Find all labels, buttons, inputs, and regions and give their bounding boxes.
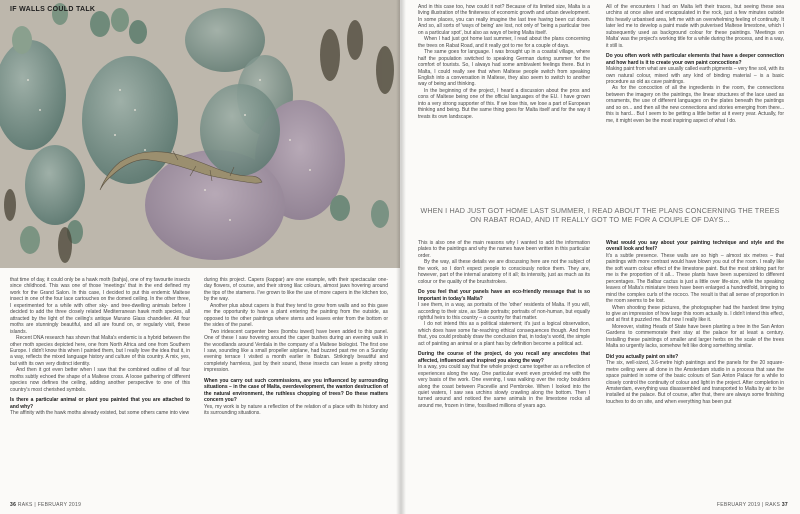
paragraph: Another plus about capers is that they tend to grow from walls and so this gave me the opportunity to have a plant entering the painting from the outside, as opposed to the other paintings where stems and leaves enter from the bottom or the sides of the panel. <box>204 302 388 329</box>
interview-question: Is there a particular animal or plant you painted that you are attached to and why? <box>10 397 190 410</box>
paragraph: This is also one of the main reasons why I wanted to add the information plates to the paintings and why the names have been written in this particular order. <box>418 240 590 259</box>
interview-question: When you carry out such commissions, are you influenced by surrounding situations – in the case of Malta, overdevelopment, the wanton destruction of the natural environment, the ruthless chopping of trees? Do these matters concern you? <box>204 377 388 404</box>
magazine-name: RAKS <box>765 502 781 508</box>
page-number: 37 <box>781 502 788 508</box>
interview-answer: It's a subtle presence. These walls are so high – almost six metres – that paintings with more contrast would have blown you out of the room. I really like the soft warm colour effect of the limestone paint. But the most striking part for me is the proportion of it all... These plants have been supersized to different percentages. The Balbar cactus is just a little over life-size, while the speaking leaves of Malta's miniature trees have been enlarged a hundredfold, bringing to mind the complex curls of the rococo. The result is that all sense of proportion in the room seems to be lost. <box>606 252 784 305</box>
paragraph: As for the concoction of all the ingredients in the room, the connections between the imagery on the paintings, the linear structures of the lace used as ornaments, the use of different languages on the plates beneath the paintings and so on... and then all the new connections and stories emerging from there... this is hard... But I seem to be getting a little better at it every year. Actually, for me, it might even be the most inspiring aspect of what I do. <box>606 85 784 124</box>
article-column-3-top <box>418 4 590 200</box>
interview-question: During the course of the project, do you recall any anecdotes that affected, influenced and inspired you along the way? <box>418 351 590 364</box>
paragraph: By the way, all these details we are discussing here are not the subject of the work, so I don't expect people to consciously notice them. They are, however, part of the internal anatomy of it all; its intensity, just as much as its colour or the quality of the brushstrokes. <box>418 259 590 285</box>
interview-answer: In a way, you could say that the whole project came together as a reflection of experiences along the way. One particular event even provided me with the very basis of the work. One evening, I was walking over the rocky boulders along the coast between Paceville and Pembroke. When I looked into the quiet waters, I saw sea urchins slowly crawling along the bottom. Then I turned around and noticed the same animals in the limestone rocks all around me, frozen in time, fossilised millions of years ago. <box>418 364 590 409</box>
paragraph: I do not intend this as a political statement; it's just a logical observation, which does have some far-reaching ethical consequences though. And from that, you could probably draw the conclusion that, in today's world, the simple act of painting an animal or a plant has by definition become a political act. <box>418 321 590 347</box>
right-page <box>400 0 800 514</box>
issue-date: FEBRUARY 2019 <box>37 502 82 508</box>
paragraph: during this project. Capers (kappar) are one example, with their spectacular one-day flowers, of course, and their strong lilac colours, almost jaws hovering around the tips of the stamens. I've grown to like the use of more capers in the kitchen too, by the way. <box>204 277 388 303</box>
interview-question: Did you actually paint on site? <box>606 353 679 360</box>
interview-answer: Making paint from what are usually called earth pigments – very fine soil, with its own natural colour, mixed with any kind of binding material – is a basic procedure as old as cave paintings. <box>606 66 784 85</box>
interview-answer: The six, well-sized, 3.6-metre high paintings and the panels for the 20 square-metre ceiling were all done in the Amsterdam studio in a process that saw the space painted in some of the basic colours of San Anton Palace for a while to closely control the continuity of colour and light in the project. After completion in Amsterdam, everything was disassembled and transported to Malta by air to be installed at the palace. But of course, after that, there are always some finishing touches to do on site, and when everything has been put <box>606 360 784 405</box>
section-label: IF WALLS COULD TALK <box>10 6 96 13</box>
article-column-1 <box>10 277 190 505</box>
article-column-4-bottom <box>606 240 784 504</box>
page-footer-left: 36 RAKS | FEBRUARY 2019 <box>10 502 82 508</box>
paragraph: When I had just got home last summer, I read about the plans concerning the trees on Rabat Road, and it really got to me for a couple of days. <box>418 36 590 49</box>
paragraph: All of the encounters I had on Malta left their traces, but seeing these sea urchins at once alive and encapsulated in the rock, just a few minutes outside this heavily urbanised area, left me with an overwhelming feeling of continuity. It later led me to develop a paint made with pulverised Maltese limestone, which I subsequently used as background colour for these paintings. 'Meetings on Malta' was the project's working title for a while during the process, and in a way, it still is. <box>606 4 784 49</box>
interview-answer: I see them, in a way, as portraits of the 'other' residents of Malta. If you will, according to their size, as State portraits; portraits of non-human, but equally rightful heirs to this country – a country for that matter. <box>418 302 590 321</box>
pull-quote: WHEN I HAD JUST GOT HOME LAST SUMMER, I READ ABOUT THE PLANS CONCERNING THE TREES ON RABAT ROAD, AND IT REALLY GOT TO ME FOR A COUPLE OF DAYS... <box>420 206 780 224</box>
cactus-lizard-illustration <box>0 0 400 268</box>
article-column-2 <box>204 277 388 505</box>
interview-answer: The affinity with the hawk moths already existed, but some others came into view <box>10 410 190 417</box>
paragraph: Moreover, visiting Heads of State have been planting a tree in the San Anton Gardens to commemorate their stay at the palace for at least a century. Installing these paintings of smaller and larger herbs on the scale of the trees Malta so urgently lacks, somehow felt like doing something similar. <box>606 323 784 350</box>
paragraph: And then it got even better when I saw that the combined outline of all four moths subtly echoed the shape of a Maltese cross. A loose gathering of different species now defines the ceiling, adding another perspective to one of this country's most cherished symbols. <box>10 367 190 393</box>
paragraph: In the beginning of the project, I heard a discussion about the pros and cons of Maltese being one of the official languages of the EU. I have grown into a very strong supporter of this. If we lose this, we lose a part of European thinking and being. But the same thing goes for Malta itself and for the way it treats its own landscape. <box>418 87 590 120</box>
interview-question: Do you often work with particular elements that have a deeper connection and how hard is it to create your own paint concoctions? <box>606 53 784 66</box>
paragraph: The same goes for language. I was brought up in a coastal village, where half the population switched to speaking German during summer for the comfort of tourists. So, I always had some ambivalent feelings there. But in Malta, I could really see that when Maltese people switch from speaking English into a conversation in Maltese, they also seem to switch to another way of being and thinking. <box>418 49 590 88</box>
paragraph: Two iridescent carpenter bees (bombu iswed) have been added to this panel. One of these I saw hovering around the caper bushes during an evening walk in the woodlands around Verdala in the company of a Maltese biologist. The first one I saw, sounding like a small propeller airplane, had buzzed past me on a Sunday evening terrace I visited a month earlier in Balzan. Strikingly beautiful and completely harmless, just by their sound, these insects can leave a pretty strong impression. <box>204 328 388 374</box>
article-column-4-top <box>606 4 784 200</box>
issue-date: FEBRUARY 2019 <box>716 502 761 508</box>
article-column-3-bottom <box>418 240 590 504</box>
paragraph: that time of day, it could only be a hawk moth (baħja), one of my favourite insects since childhood. This was one of those 'meetings' that in the end defined my work for the Grand Salon. In this case, I decided to put this endemic Maltese insect in one of the four lace cartouches on the domed ceiling. In the other three, I experimented for a while with other sky- and tree-dwelling animals before I decided to add the three closely related Mediterranean hawk moth species, all attracted by the light of the ceiling's antique Murano Glass chandelier. All four moths are stunningly beautiful, and all are found on, or regularly visit, these islands. <box>10 277 190 335</box>
paragraph: Recent DNA research has shown that Malta's endemic is a hybrid between the other moth species depicted here, one from North Africa and one from Southern Europe. I didn't know this when I painted them, but I really love the idea that it, in a way, reflects the mixed language history and culture of this country. A mix, yes, but with its own very distinct identity. <box>10 335 190 367</box>
interview-answer: Yes, my work is by nature a reflection of the relation of a place with its history and its surrounding situations. <box>204 403 388 417</box>
interview-question: Do you feel that your panels have an eco-friendly message that is so important in today's Malta? <box>418 289 590 302</box>
page-number: 36 <box>10 502 17 508</box>
paragraph: When shooting these pictures, the photographer had the hardest time trying to give an impression of how large this room actually is. I didn't intend this effect, and at first it puzzled me. But now I really like it. <box>606 304 784 324</box>
botanical-painting <box>0 0 400 268</box>
paragraph: And in this case too, how could it not? Because of its limited size, Malta is a living illustration of the finiteness of economic growth and urban development. In some places, you can really imagine the last tree having been cut down. And so, all sorts of 'ways of being' are lost, not only of 'being a particular tree on a particular spot', but also as ways of being Malta itself. <box>418 4 590 36</box>
page-footer-right: FEBRUARY 2019 | RAKS 37 <box>716 502 788 508</box>
interview-question: What would you say about your painting technique and style and the overall look and feel? <box>606 240 784 253</box>
magazine-name: RAKS <box>17 502 33 508</box>
